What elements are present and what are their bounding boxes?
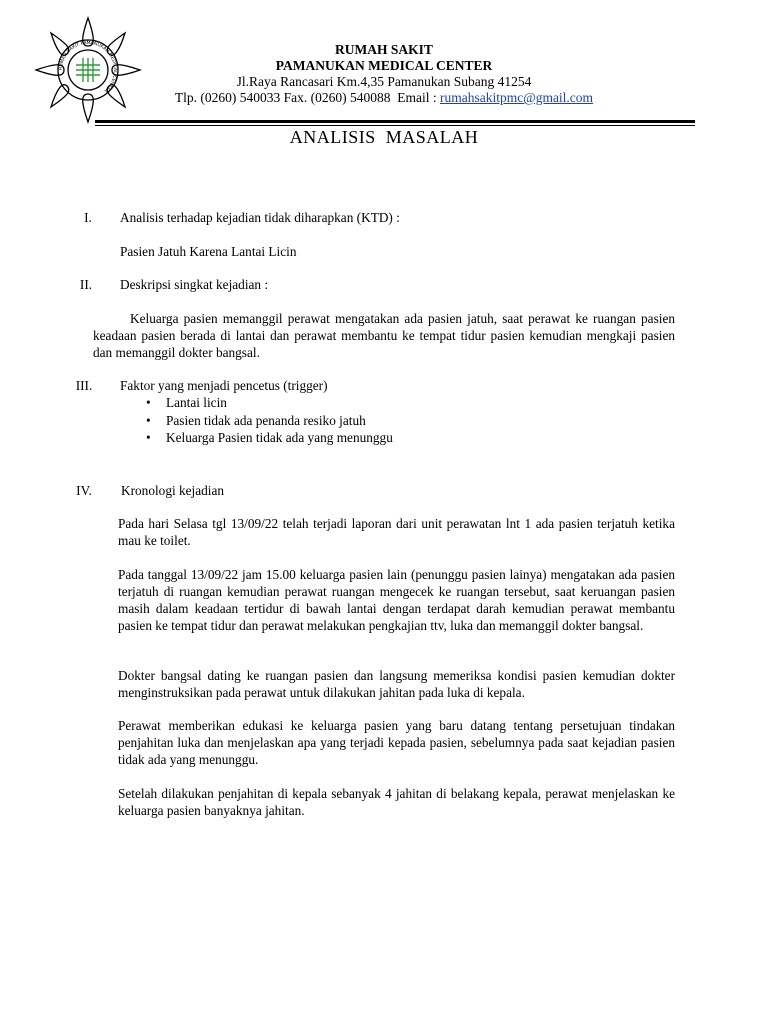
chronology-paragraph-4: Perawat memberikan edukasi ke keluarga pasien yang baru datang tentang persetujuan tindakan penjahitan luka dan menjelaskan apa yang terjadi kepada pasien, sebelumnya pada saat kejadian pasien tidak ada yang menunggu. — [118, 718, 675, 767]
hospital-name-line2: PAMANUKAN MEDICAL CENTER — [275, 58, 493, 73]
logo-ring-text: RUMAH SAKIT PAMANUKAN MEDICAL CENTER — [58, 40, 118, 93]
hospital-name-line1: RUMAH SAKIT — [335, 42, 433, 57]
letterhead — [130, 42, 638, 106]
chronology-paragraph-1: Pada hari Selasa tgl 13/09/22 telah terjadi laporan dari unit perawatan lnt 1 ada pasien terjatuh ketika mau ke toilet. — [118, 516, 675, 548]
hospital-logo — [34, 16, 142, 124]
section-1-number: I. — [84, 210, 92, 225]
trigger-list — [146, 394, 393, 447]
letterhead-rule-thin — [95, 125, 695, 126]
section-1-heading: Analisis terhadap kejadian tidak diharapkan (KTD) : — [120, 210, 400, 225]
section-2-heading: Deskripsi singkat kejadian : — [120, 277, 269, 292]
section-2-text: Keluarga pasien memanggil perawat mengatakan ada pasien jatuh, saat perawat ke ruangan pasien keadaan pasien berada di lantai dan perawat membantu ke tempat tidur pasien kemudian mengkaji pasien dan memanggil dokter bangsal. — [93, 311, 675, 360]
section-1-text: Pasien Jatuh Karena Lantai Licin — [120, 244, 297, 259]
trigger-item: • Keluarga Pasien tidak ada yang menunggu — [146, 429, 393, 447]
section-4-heading: Kronologi kejadian — [121, 483, 225, 498]
chronology-paragraph-5: Setelah dilakukan penjahitan di kepala sebanyak 4 jahitan di belakang kepala, perawat menjelaskan ke keluarga pasien banyaknya jahitan. — [118, 786, 675, 818]
trigger-item: • Pasien tidak ada penanda resiko jatuh — [146, 412, 393, 430]
section-2-number: II. — [79, 277, 93, 292]
contact-phone-fax: Tlp. (0260) 540033 Fax. (0260) 540088 Email : — [174, 90, 441, 105]
email-link[interactable]: rumahsakitpmc@gmail.com — [440, 90, 594, 105]
page-title: ANALISIS MASALAH — [289, 127, 479, 147]
section-3-heading: Faktor yang menjadi pencetus (trigger) — [120, 378, 328, 393]
hospital-address: Jl.Raya Rancasari Km.4,35 Pamanukan Subang 41254 — [236, 74, 532, 89]
section-4-number: IV. — [76, 483, 92, 498]
trigger-item: • Lantai licin — [146, 394, 393, 412]
letterhead-rule-thick — [95, 120, 695, 123]
hospital-logo-emblem — [34, 16, 142, 124]
hospital-contact — [130, 90, 638, 106]
chronology-paragraph-3: Dokter bangsal dating ke ruangan pasien dan langsung memeriksa kondisi pasien kemudian dokter menginstruksikan pada perawat untuk dilakukan jahitan pada luka di kepala. — [118, 668, 675, 700]
section-3-number: III. — [75, 378, 93, 393]
chronology-paragraph-2: Pada tanggal 13/09/22 jam 15.00 keluarga pasien lain (penunggu pasien lainya) mengatakan ada pasien terjatuh di ruangan kemudian perawat ruangan mengecek ke ruangan tersebut, saat keruangan pasien masih dalam keadaan tertidur di bawah lantai dengan terdapat darah kemudian perawat membantu pasien ke tempat tidur dan perawat melakukan pengkajian ttv, luka dan memanggil dokter bangsal. — [118, 567, 675, 633]
